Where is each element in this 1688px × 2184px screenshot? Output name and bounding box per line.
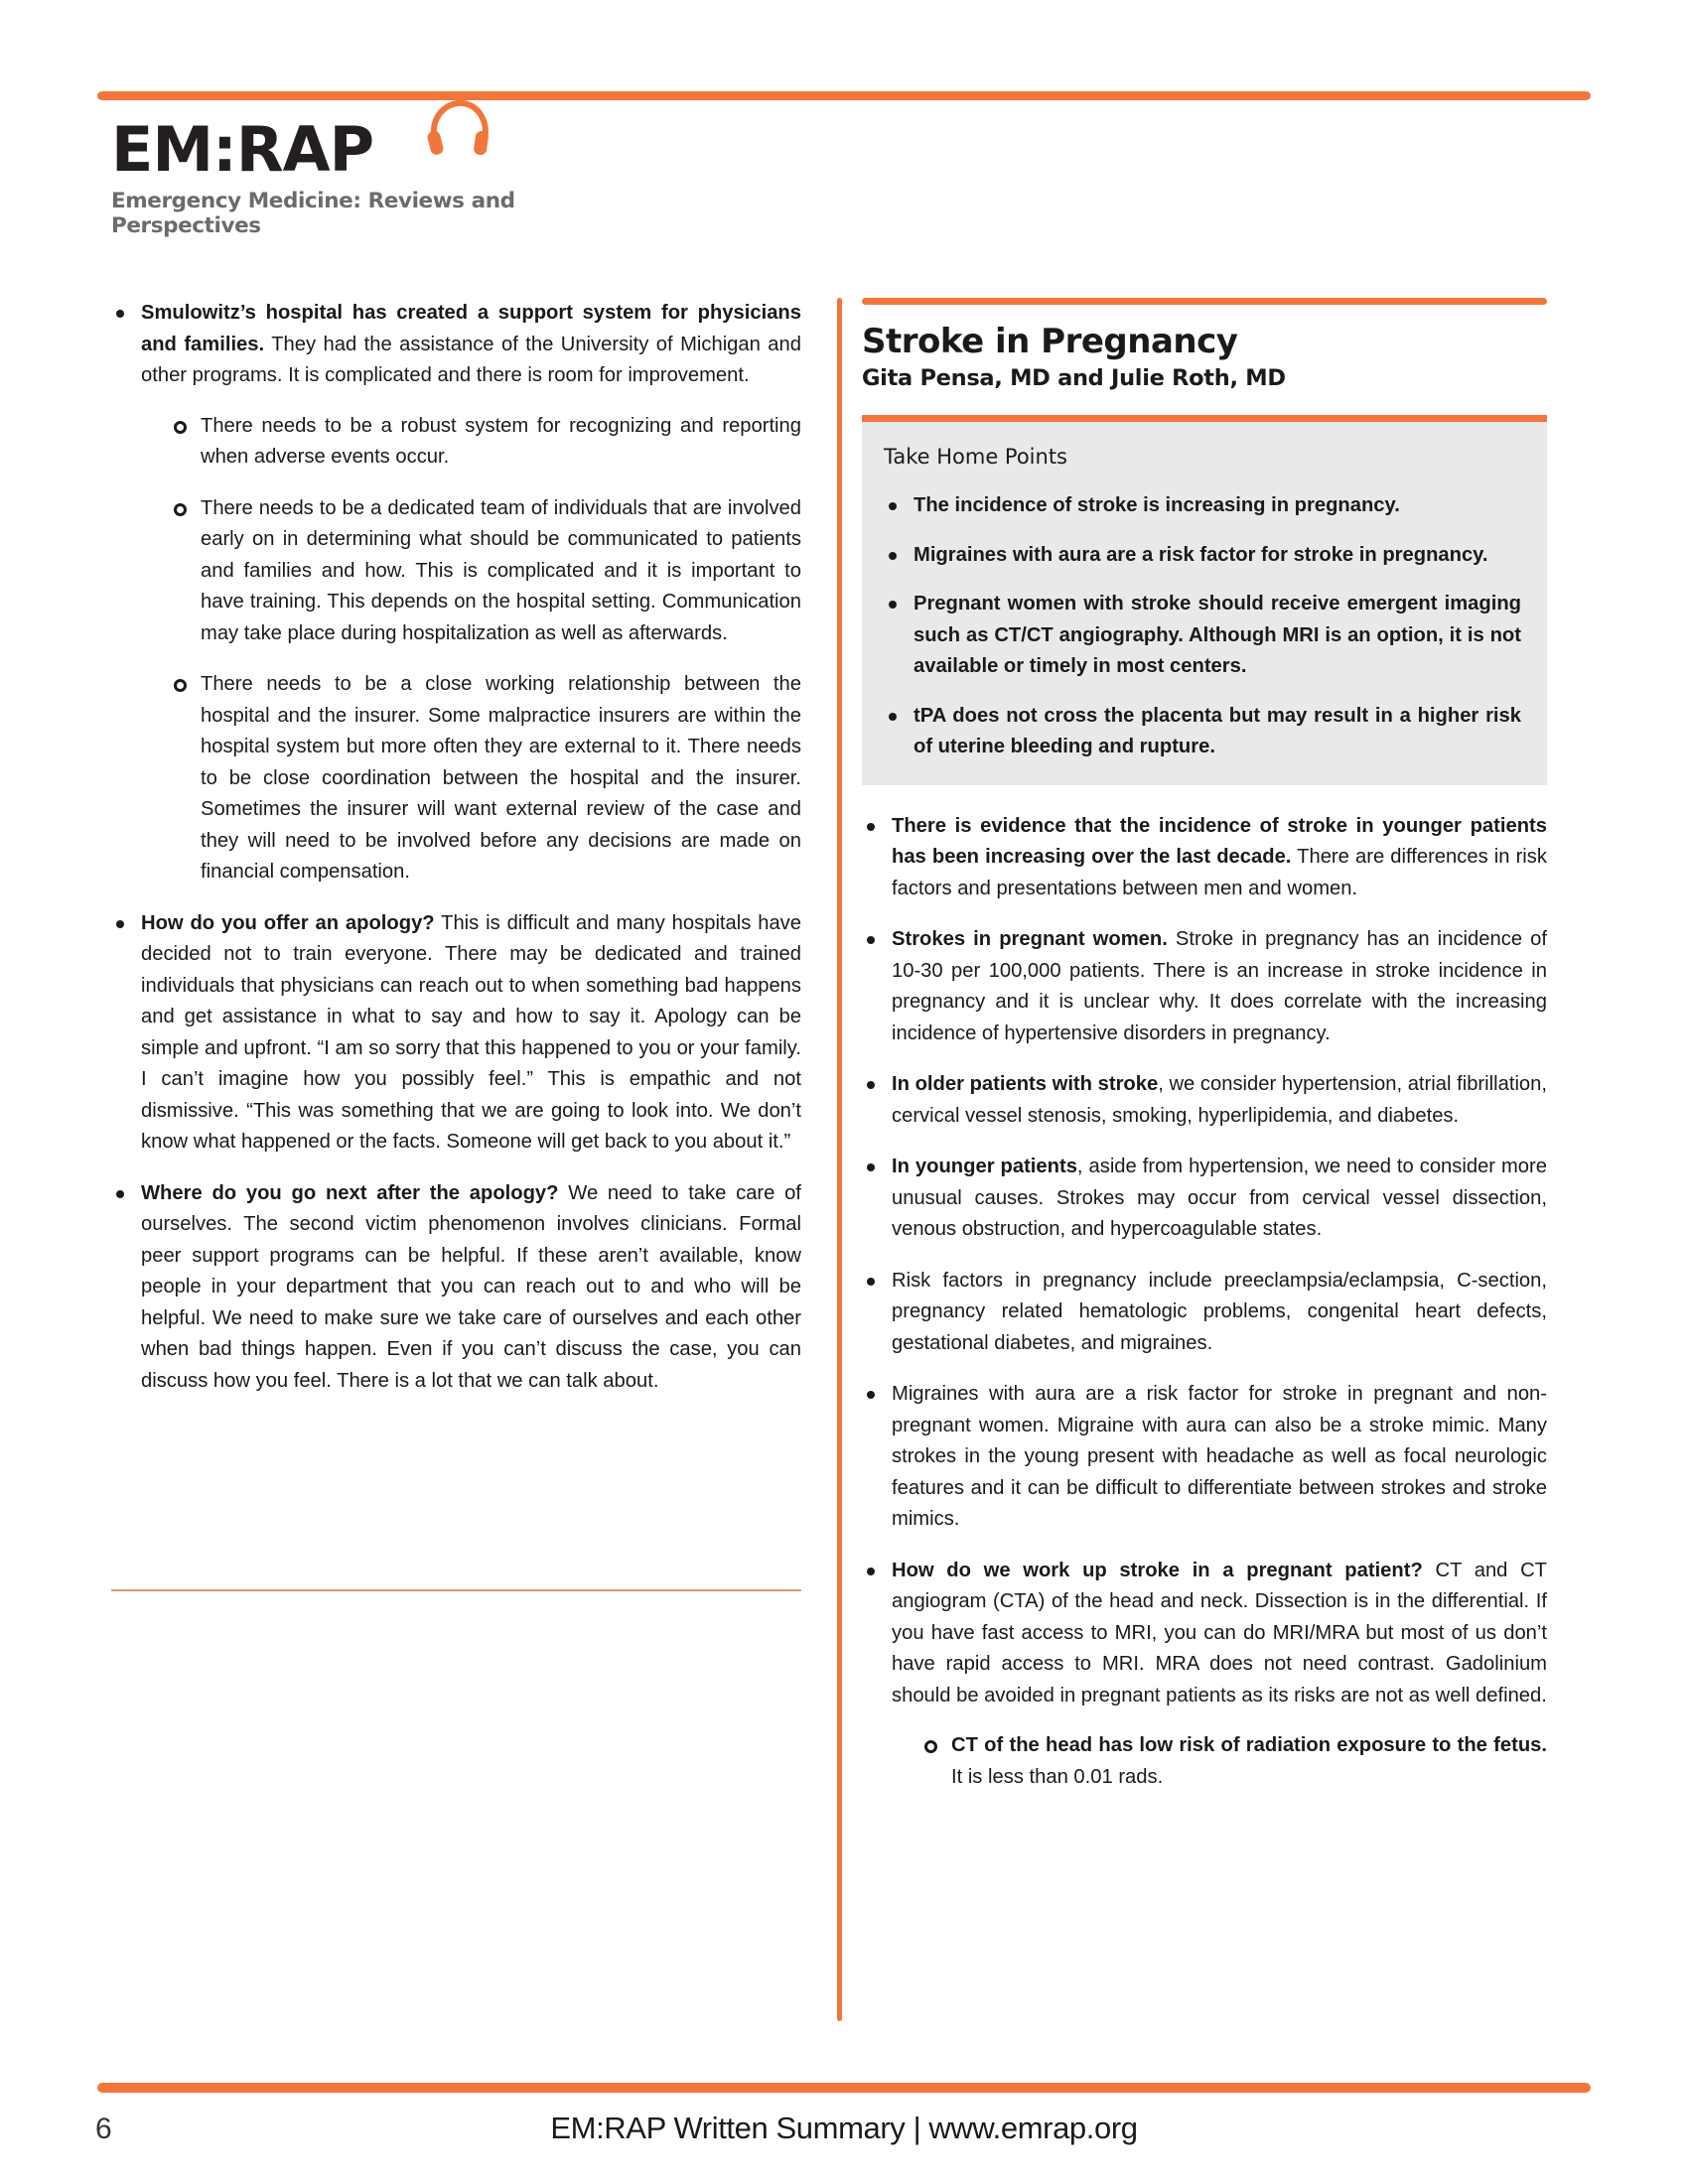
logo-tagline: Emergency Medicine: Reviews and Perspectives — [111, 189, 515, 238]
bullet-lead-bold: Smulowitz’s hospital has created a support system for physicians and families. — [141, 302, 801, 355]
bullet-lead-bold: There is evidence that the incidence of stroke in younger patients has been increasing over the last decade. — [892, 814, 1547, 869]
take-home-point: tPA does not cross the placenta but may result in a higher risk of uterine bleeding and rupture. — [884, 701, 1521, 763]
take-home-points-heading: Take Home Points — [884, 444, 1068, 469]
bullet-body-text: Stroke in pregnancy has an incidence of 10-30 per 100,000 patients. There is an increase in stroke incidence in pregnancy and it is unclear why. It does correlate with the increasing incidence of hypertensive disorders in pregnancy. — [892, 928, 1547, 1044]
bullet-item — [111, 1178, 801, 1398]
article-top-rule — [862, 298, 1547, 305]
sub-bullet-item — [171, 411, 801, 474]
bullet-body-text: They had the assistance of the University of Michigan and other programs. It is complicated and there is room for improvement. — [141, 333, 801, 386]
article-authors: Gita Pensa, MD and Julie Roth, MD — [862, 365, 1286, 392]
sub-bullet-text: There needs to be a close working relationship between the hospital and the insurer. Some malpractice insurers are within the hospital system but more often they are external to it. There needs to be close coordination between the hospital and the insurer. Sometimes the insurer will want external review of the case and they will need to be involved before any decisions are made on financial compensation. — [201, 673, 801, 883]
bullet-body-text: , aside from hypertension, we need to consider more unusual causes. Strokes may occur from cervical vessel dissection, venous obstruction, and hypercoagulable states. — [892, 1156, 1547, 1241]
left-column — [111, 298, 801, 1397]
sub-bullet-item — [171, 493, 801, 650]
sub-bullet-text: There needs to be a dedicated team of individuals that are involved early on in determining what should be communicated to patients and families and how. This is complicated and it is important to have training. This depends on the hospital setting. Communication may take place during hospitalization as well as afterwards. — [201, 496, 801, 644]
bullet-item — [862, 1556, 1547, 1794]
sub-bullet-item — [171, 669, 801, 888]
bullet-lead-bold: Where do you go next after the apology? — [141, 1181, 559, 1204]
bullet-item — [111, 298, 801, 888]
headphones-icon — [427, 97, 492, 159]
take-home-point: The incidence of stroke is increasing in pregnancy. — [884, 490, 1521, 522]
bullet-lead-bold: In younger patients — [892, 1156, 1077, 1178]
bullet-lead-bold: How do we work up stroke in a pregnant patient? — [892, 1559, 1423, 1581]
take-home-points-list — [884, 490, 1521, 763]
take-home-points-box — [862, 415, 1547, 785]
header-rule — [97, 91, 1591, 100]
take-home-point: Pregnant women with stroke should receive emergent imaging such as CT/CT angiography. Although MRI is an option, it is not available or timely in most centers. — [884, 589, 1521, 683]
bullet-item — [111, 908, 801, 1159]
right-column — [862, 298, 1547, 1813]
bullet-item — [862, 1069, 1547, 1132]
bullet-body-text: We need to take care of ourselves. The second victim phenomenon involves clinicians. Formal peer support programs can be helpful. If these aren’t available, know people in your department that you can reach out to and who will be helpful. We need to make sure we take care of ourselves and each other when bad things happen. Even if you can’t discuss the case, you can discuss how you feel. There is a lot that we can talk about. — [141, 1181, 801, 1392]
sub-bullet-item — [921, 1730, 1547, 1793]
logo-wordmark-text — [111, 113, 374, 186]
bullet-item — [862, 1379, 1547, 1536]
bullet-lead-bold: How do you offer an apology? — [141, 911, 435, 934]
page-number: 6 — [95, 2113, 112, 2145]
bullet-body-text: Risk factors in pregnancy include preeclampsia/eclampsia, C-section, pregnancy related hematologic problems, congenital heart defects, gestational diabetes, and migraines. — [892, 1269, 1547, 1354]
sub-bullet-lead-bold: CT of the head has low risk of radiation exposure to the fetus. — [951, 1734, 1547, 1757]
footer-rule — [97, 2083, 1591, 2093]
bullet-item — [862, 924, 1547, 1049]
emrap-logo — [111, 113, 667, 238]
take-home-point: Migraines with aura are a risk factor for stroke in pregnancy. — [884, 540, 1521, 572]
article-title: Stroke in Pregnancy — [862, 322, 1238, 361]
bullet-lead-bold: Strokes in pregnant women. — [892, 928, 1168, 951]
footer-center-text: EM:RAP Written Summary | www.emrap.org — [550, 2111, 1138, 2145]
bullet-item — [862, 1152, 1547, 1246]
bullet-lead-bold: In older patients with stroke — [892, 1073, 1159, 1096]
logo-wordmark-label: EM:RAP — [111, 113, 374, 186]
left-bullet-list — [111, 298, 801, 1397]
sub-bullet-text: It is less than 0.01 rads. — [951, 1765, 1164, 1788]
sub-bullet-list — [171, 411, 801, 888]
sub-bullet-list — [921, 1730, 1547, 1793]
bullet-item — [862, 1266, 1547, 1360]
sub-bullet-text: There needs to be a robust system for recognizing and reporting when adverse events occur. — [201, 414, 801, 468]
bullet-body-text: , we consider hypertension, atrial fibrillation, cervical vessel stenosis, smoking, hyperlipidemia, and diabetes. — [892, 1073, 1547, 1127]
bullet-body-text: This is difficult and many hospitals have decided not to train everyone. There may be dedicated and trained individuals that physicians can reach out to when something bad happens and get assistance in what to say and how to say it. Apology can be simple and upfront. “I am so sorry that this happened to you or your family. I can’t imagine how you possibly feel.” This is empathic and not dismissive. “This was something that we are going to look into. We don’t know what happened or the facts. Someone will get back to you about it.” — [141, 911, 801, 1153]
left-column-end-rule — [111, 1589, 801, 1591]
bullet-body-text: CT and CT angiogram (CTA) of the head and neck. Dissection is in the differential. If you have fast access to MRI, you can do MRI/MRA but most of us don’t have rapid access to MRI. MRA does not need contrast. Gadolinium should be avoided in pregnant patients as its risks are not as well defined. — [892, 1559, 1547, 1706]
bullet-item — [862, 811, 1547, 905]
column-divider — [837, 298, 842, 2021]
bullet-body-text: Migraines with aura are a risk factor for stroke in pregnant and non-pregnant women. Migraine with aura can also be a stroke mimic. Many strokes in the young present with headache as well as focal neurologic features and it can be difficult to differentiate between strokes and stroke mimics. — [892, 1383, 1547, 1531]
bullet-body-text: There are differences in risk factors and presentations between men and women. — [892, 846, 1547, 899]
right-bullet-list — [862, 811, 1547, 1794]
